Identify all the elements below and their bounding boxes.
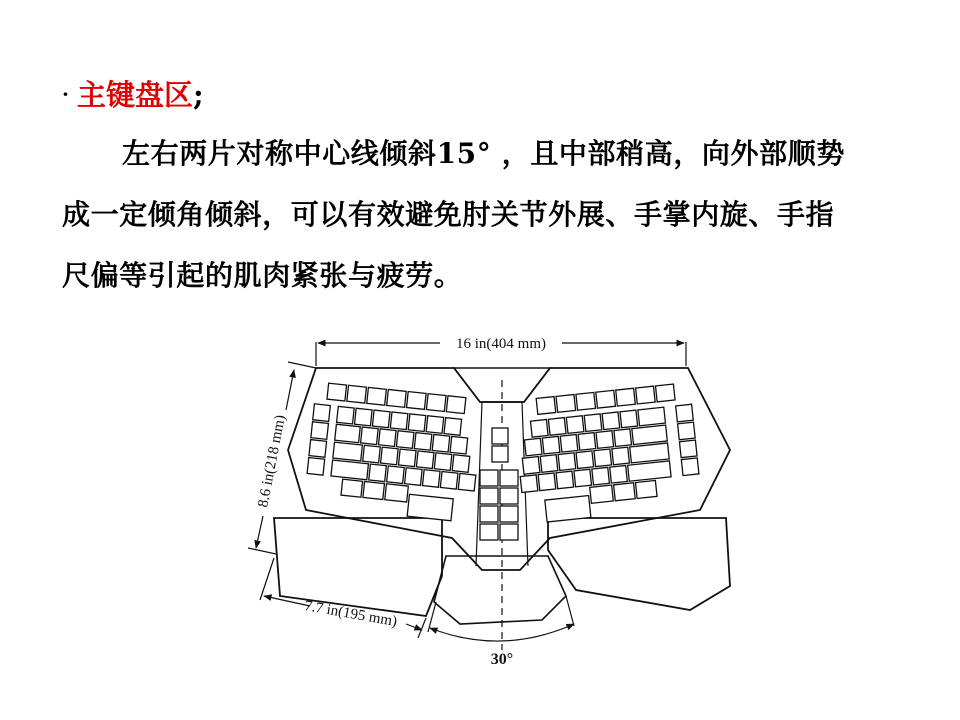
center-rest (434, 556, 566, 624)
paragraph-line-1: 左右两片对称中心线倾斜15° ，且中部稍高，向外部顺势 (122, 137, 845, 170)
depth-label: 7.7 in(195 mm) (303, 598, 399, 631)
right-palm-rest (548, 518, 730, 610)
width-dimension (316, 336, 686, 366)
angle-label: 30° (490, 651, 514, 668)
heading-suffix: ; (192, 78, 204, 112)
left-key-cluster (304, 382, 484, 523)
bullet-marker: · (62, 82, 69, 106)
center-key-column (480, 428, 518, 540)
split-keyboard-diagram (230, 320, 750, 680)
depth-dimension (260, 558, 426, 638)
paragraph-line-3: 尺偏等引起的肌肉紧张与疲劳。 (62, 259, 463, 292)
heading-title: 主键盘区 (76, 78, 193, 112)
height-dimension (248, 362, 316, 554)
height-label: 8.6 in(218 mm) (255, 413, 289, 509)
section-heading (62, 76, 204, 113)
right-key-cluster (512, 382, 702, 524)
width-label: 16 in(404 mm) (456, 336, 546, 352)
paragraph-line-2: 成一定倾角倾斜，可以有效避免肘关节外展、手掌内旋、手指 (62, 198, 835, 231)
left-palm-rest (274, 518, 442, 616)
angle-dimension (428, 596, 574, 668)
